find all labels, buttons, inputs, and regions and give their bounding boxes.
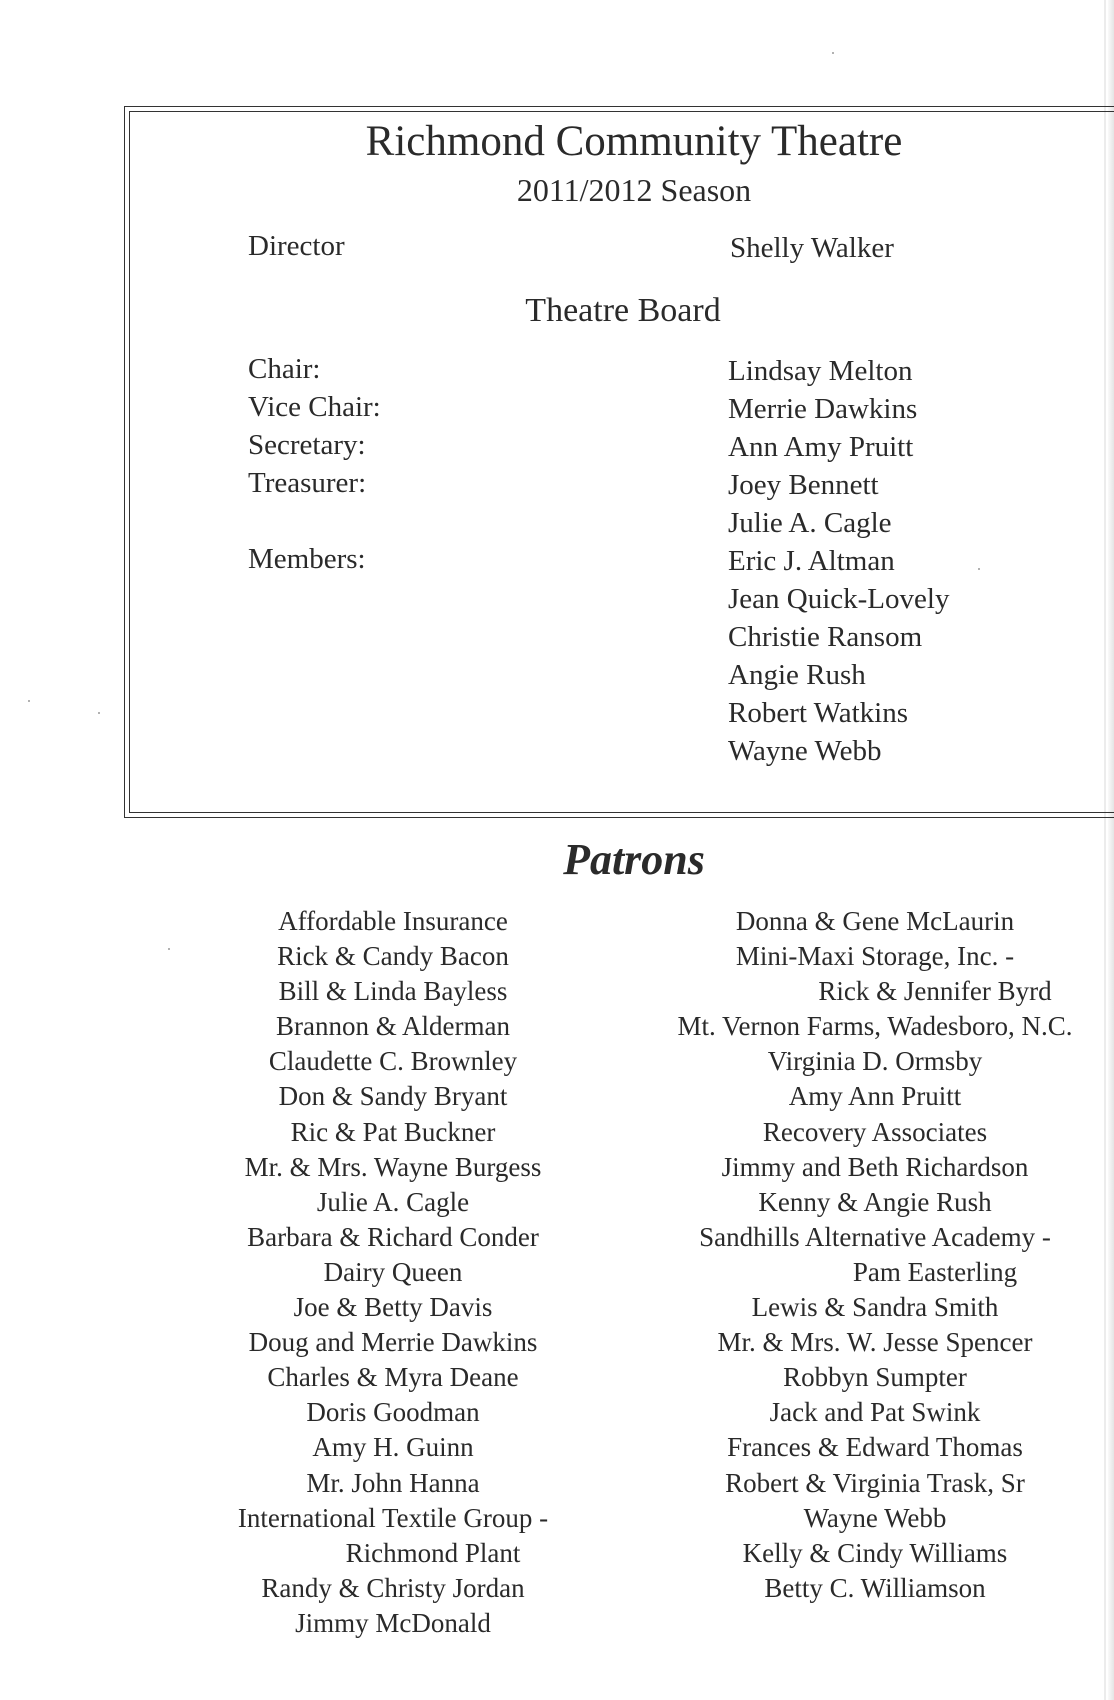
- patron-name: Jack and Pat Swink: [769, 1397, 981, 1428]
- patron-name: Kenny & Angie Rush: [758, 1186, 992, 1217]
- patron-name: Claudette C. Brownley: [268, 1046, 518, 1077]
- role-label: Treasurer:: [248, 467, 367, 499]
- patron-name: Doris Goodman: [306, 1397, 480, 1428]
- patron-name: Brannon & Alderman: [276, 1011, 510, 1042]
- board-heading: Theatre Board: [525, 292, 721, 329]
- role-label: Secretary:: [248, 429, 366, 461]
- patron-name: Joe & Betty Davis: [293, 1292, 493, 1323]
- board-member-name: Wayne Webb: [728, 735, 882, 767]
- board-member-name: Eric J. Altman: [728, 545, 895, 577]
- patron-name: Kelly & Cindy Williams: [742, 1537, 1008, 1568]
- patron-name: Bill & Linda Bayless: [278, 976, 508, 1007]
- board-roles: [248, 350, 381, 578]
- patron-name: Rick & Candy Bacon: [277, 941, 509, 972]
- role-label: Vice Chair:: [248, 391, 381, 423]
- patron-name: Mr. & Mrs. W. Jesse Spencer: [717, 1327, 1033, 1358]
- patron-name: Don & Sandy Bryant: [278, 1081, 508, 1112]
- patron-name: Affordable Insurance: [278, 906, 508, 936]
- patrons-left-column: [198, 904, 588, 1641]
- paper-speck: [28, 700, 30, 702]
- paper-speck: [832, 52, 834, 54]
- role-label: Members:: [248, 543, 366, 575]
- patrons-heading: Patrons: [563, 835, 705, 884]
- board-member-name: Robert Watkins: [728, 697, 908, 729]
- patron-name-continued: Rick & Jennifer Byrd: [818, 976, 1052, 1007]
- patron-name: Mr. John Hanna: [306, 1467, 480, 1498]
- patron-name: Randy & Christy Jordan: [261, 1572, 525, 1603]
- patron-name: Donna & Gene McLaurin: [735, 906, 1015, 936]
- board-member-name: Jean Quick-Lovely: [728, 583, 950, 615]
- patron-name: Mr. & Mrs. Wayne Burgess: [244, 1151, 542, 1182]
- patron-name: Julie A. Cagle: [316, 1186, 470, 1217]
- board-member-name: Joey Bennett: [728, 469, 879, 501]
- patron-name: Mt. Vernon Farms, Wadesboro, N.C.: [677, 1011, 1073, 1042]
- page-title: Richmond Community Theatre: [365, 118, 903, 165]
- paper-speck: [978, 568, 980, 570]
- patron-name-continued: Pam Easterling: [852, 1256, 1018, 1287]
- patron-name: Barbara & Richard Conder: [247, 1221, 539, 1252]
- director-label: Director: [248, 230, 345, 262]
- patron-name: Mini-Maxi Storage, Inc. -: [735, 941, 1015, 972]
- patron-name: Wayne Webb: [803, 1502, 947, 1533]
- patron-name: Amy H. Guinn: [312, 1432, 474, 1463]
- board-member-name: Christie Ransom: [728, 621, 923, 653]
- patron-name: Jimmy McDonald: [295, 1607, 491, 1638]
- patrons-right-column: [640, 904, 1110, 1606]
- role-label: [248, 502, 381, 540]
- role-label: Chair:: [248, 353, 321, 385]
- patron-name: Robert & Virginia Trask, Sr: [725, 1467, 1025, 1498]
- patron-name: Sandhills Alternative Academy -: [699, 1221, 1051, 1252]
- paper-speck: [98, 712, 100, 714]
- board-member-name: Merrie Dawkins: [728, 393, 918, 425]
- season-subtitle: 2011/2012 Season: [516, 172, 752, 208]
- patron-name: Recovery Associates: [762, 1116, 988, 1147]
- patron-name: Amy Ann Pruitt: [788, 1081, 962, 1112]
- director-name: Shelly Walker: [730, 232, 894, 264]
- patron-name: Betty C. Williamson: [764, 1572, 986, 1603]
- patron-name: Lewis & Sandra Smith: [751, 1292, 999, 1323]
- patron-name: Jimmy and Beth Richardson: [721, 1151, 1029, 1182]
- patron-name: Robbyn Sumpter: [783, 1362, 967, 1393]
- paper-speck: [168, 948, 170, 950]
- board-names: [728, 352, 949, 770]
- patron-name-continued: Richmond Plant: [345, 1537, 521, 1568]
- patron-name: Charles & Myra Deane: [267, 1362, 519, 1393]
- board-member-name: Ann Amy Pruitt: [728, 431, 914, 463]
- patron-name: Dairy Queen: [323, 1256, 463, 1287]
- patron-name: International Textile Group -: [237, 1502, 549, 1533]
- board-member-name: Angie Rush: [728, 659, 866, 691]
- patron-name: Ric & Pat Buckner: [290, 1116, 496, 1147]
- patron-name: Frances & Edward Thomas: [727, 1432, 1023, 1463]
- patron-name: Virginia D. Ormsby: [767, 1046, 983, 1077]
- patron-name: Doug and Merrie Dawkins: [248, 1327, 538, 1358]
- board-member-name: Lindsay Melton: [728, 355, 913, 387]
- board-member-name: Julie A. Cagle: [728, 507, 892, 539]
